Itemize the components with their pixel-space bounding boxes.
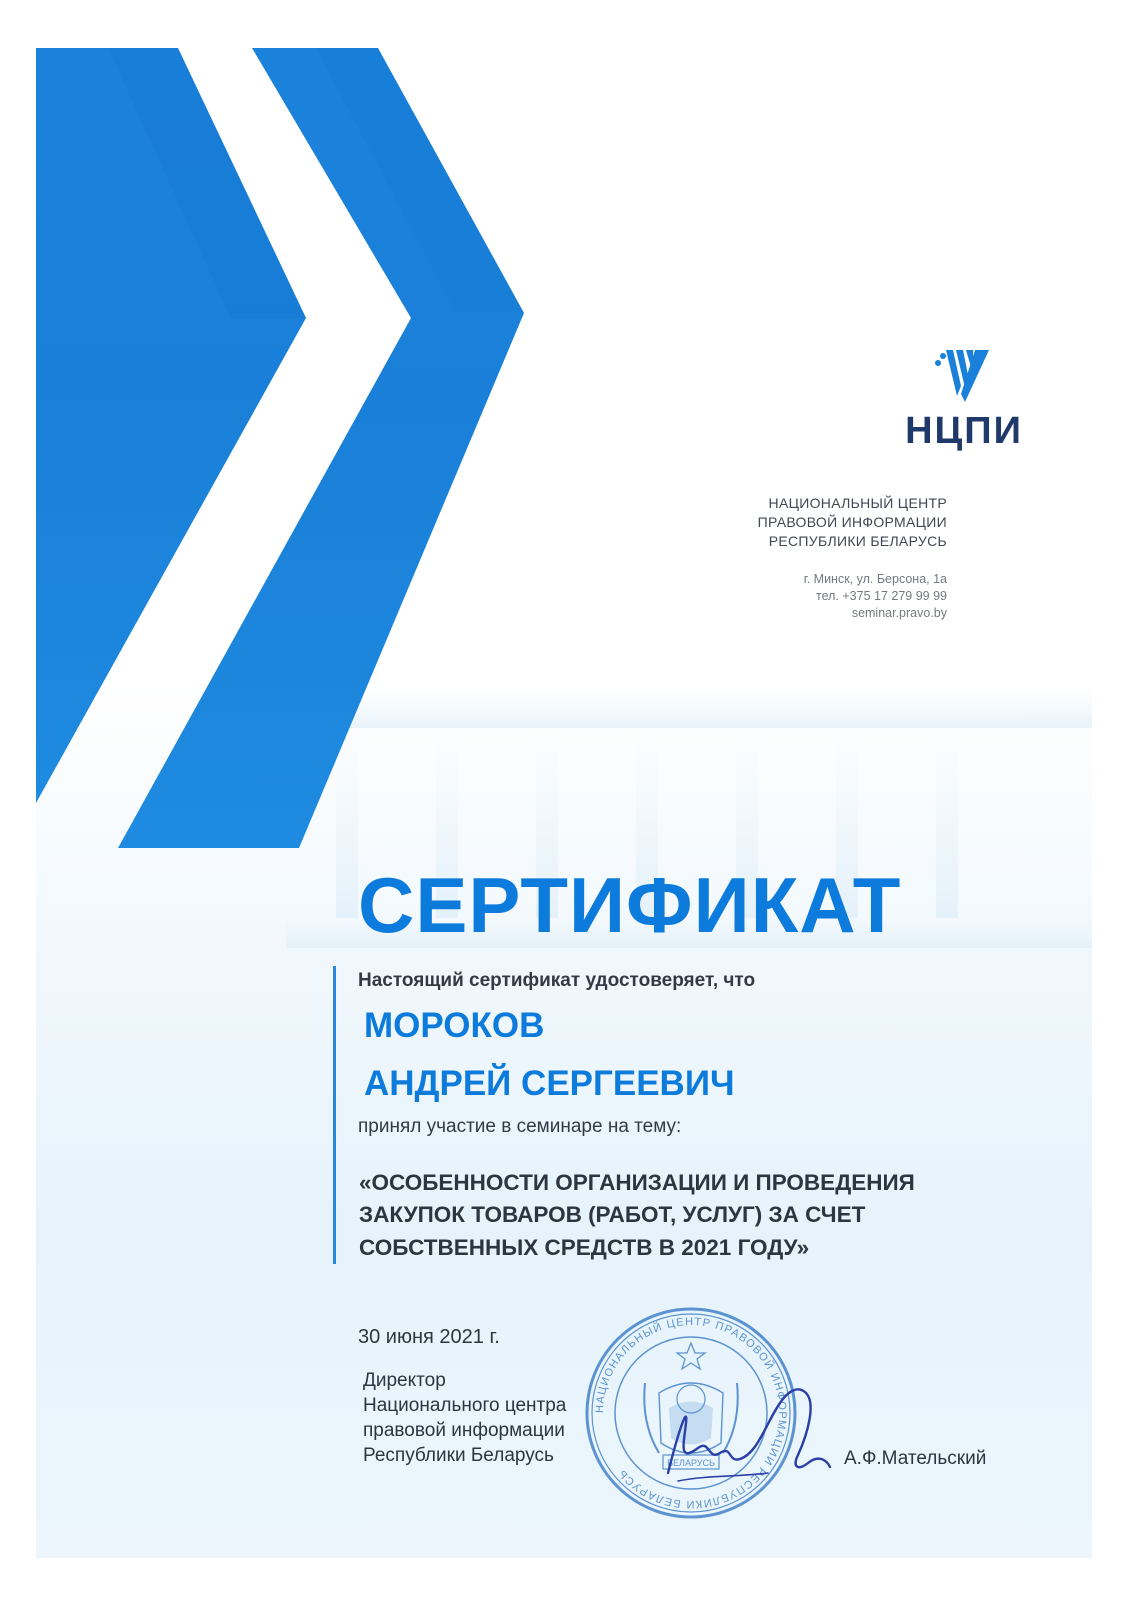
- seal-inner-text: БЕЛАРУСЬ: [667, 1458, 715, 1468]
- accent-divider: [333, 966, 336, 1264]
- logo-wordmark: НЦПИ: [905, 410, 1023, 452]
- recipient-surname: МОРОКОВ: [364, 1006, 545, 1045]
- seminar-topic-line: «ОСОБЕННОСТИ ОРГАНИЗАЦИИ И ПРОВЕДЕНИЯ: [359, 1170, 915, 1195]
- org-name-line: РЕСПУБЛИКИ БЕЛАРУСЬ: [768, 533, 947, 549]
- ncpi-logo-icon: [931, 346, 991, 404]
- signatory-title-line: Национального центра: [363, 1395, 567, 1416]
- organization-name: [758, 494, 947, 551]
- signatory-title-line: правовой информации: [363, 1420, 565, 1441]
- seal-ring-text: НАЦИОНАЛЬНЫЙ ЦЕНТР ПРАВОВОЙ ИНФОРМАЦИИ РЕСПУБЛИКИ БЕЛАРУСЬ: [593, 1315, 789, 1511]
- org-phone: тел. +375 17 279 99 99: [816, 589, 947, 603]
- chevron-decoration: [36, 48, 1092, 1558]
- organization-contacts: [804, 571, 947, 622]
- seminar-topic-line: ЗАКУПОК ТОВАРОВ (РАБОТ, УСЛУГ) ЗА СЧЕТ: [359, 1202, 866, 1227]
- org-address: г. Минск, ул. Берсона, 1а: [803, 572, 947, 586]
- certificate-sheet: [36, 48, 1092, 1558]
- signature-icon: [648, 1363, 848, 1493]
- signatory-name: А.Ф.Мательский: [844, 1448, 987, 1469]
- org-website: seminar.pravo.by: [851, 606, 947, 620]
- seminar-topic-line: СОБСТВЕННЫХ СРЕДСТВ В 2021 ГОДУ»: [359, 1235, 810, 1260]
- recipient-given-names: АНДРЕЙ СЕРГЕЕВИЧ: [364, 1064, 735, 1103]
- certificate-date: 30 июня 2021 г.: [358, 1326, 500, 1348]
- signatory-title: [363, 1368, 566, 1468]
- certifies-text: Настоящий сертификат удостоверяет, что: [358, 970, 756, 991]
- signatory-title-line: Республики Беларусь: [363, 1445, 554, 1466]
- org-name-line: НАЦИОНАЛЬНЫЙ ЦЕНТР: [768, 495, 947, 511]
- participation-text: принял участие в семинаре на тему:: [358, 1116, 682, 1137]
- org-name-line: ПРАВОВОЙ ИНФОРМАЦИИ: [757, 514, 947, 530]
- signatory-title-line: Директор: [363, 1370, 446, 1391]
- certificate-title: СЕРТИФИКАТ: [358, 861, 902, 949]
